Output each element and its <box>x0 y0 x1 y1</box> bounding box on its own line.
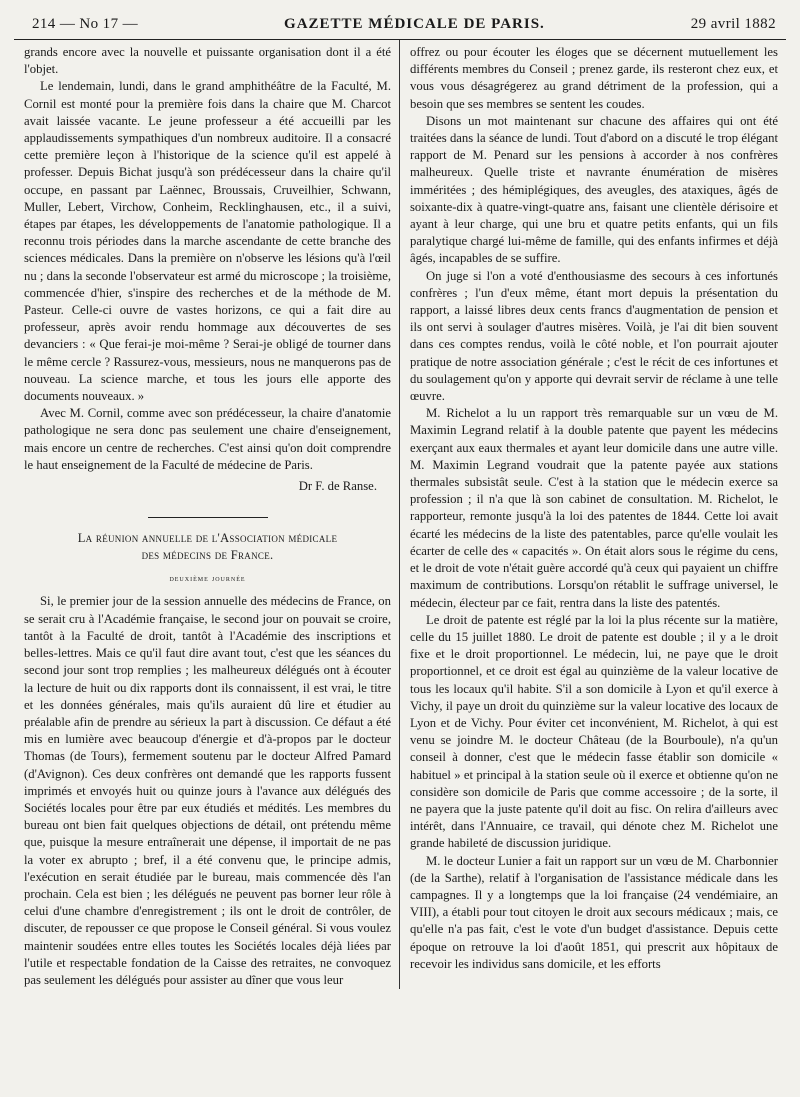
section-divider <box>148 517 268 518</box>
paragraph: Avec M. Cornil, comme avec son prédécesseur, la chaire d'anatomie pathologique ne sera donc pas seulement une chaire d'enseignement, mais encore un centre de recherches. C'est ainsi qu'on doit comprendre le haut enseignement de la Faculté de médecine de Paris. <box>24 406 391 472</box>
author-signature: Dr F. de Ranse. <box>298 479 377 494</box>
section-heading <box>24 530 391 564</box>
paragraph: M. Richelot a lu un rapport très remarquable sur un vœu de M. Maximin Legrand relatif à la double patente que payent les médecins exerçant aux eaux thermales et ayant leur domicile dans une autre ville. M. Maximin Legrand voudrait que la patente payée aux stations thermales subsistât seule. C'est à la station que le médecin exerce sa profession ; il n'a que là son cabinet de consultation. M. Richelot, le rapporteur, remonte jusqu'à la loi des patentes de 1844. Cette loi avait écarté les médecins de la liste des patentables, parce qu'elle voulait les écarter de celle des « capacités ». On était alors sous le régime du cens, et le droit de vote n'était guère accordé qu'à ceux qui payaient un chiffre maximum de contributions. Lorsqu'on rétablit le suffrage universel, le médecin, électeur par ce fait, rentra dans la liste des patentés. <box>410 406 778 610</box>
paragraph: Le lendemain, lundi, dans le grand amphithéâtre de la Faculté, M. Cornil est monté pour la première fois dans la chaire que M. Charcot avait laissée vacante. Le jeune professeur a été accueilli par les applaudissements sympathiques d'un nombreux auditoire. Il a consacré cette première leçon à l'historique de la science qu'il est appelé à professer. Depuis Bichat jusqu'à son prédécesseur dans la chaire qu'il occupe, en passant par Laënnec, Broussais, Cruveilhier, Schwann, Muller, Lebert, Virchow, Conheim, Recklinghausen, etc., il a suivi, étapes par étapes, les développements de l'anatomie pathologique. Il a reconnu trois périodes dans la marche ascendante de cette branche des sciences médicales. Dans la première on n'observe les lésions qu'à l'œil nu ; dans la seconde l'observateur est armé du microscope ; la troisième, commencée d'hier, s'inspire des recherches et de la méthode de M. Pasteur. Celle-ci ouvre de vastes horizons, ce qui a fait dire au professeur, après avoir rendu hommage aux découvertes de ses devanciers : « Que ferai-je moi-même ? Serai-je obligé de tourner dans le même cercle ? Rassurez-vous, messieurs, nous ne manquerons pas de nouveau. La science marche, et tous les jours elle apporte des documents nouveaux. » <box>24 79 391 404</box>
paragraph: On juge si l'on a voté d'enthousiasme des secours à ces infortunés confrères ; l'un d'eux même, étant mort depuis la présentation du rapport, a laissé libres deux cents francs d'augmentation de pension et ils ont servi à soulager d'autres misères. Voilà, je l'ai dit bien souvent dans ces comptes rendus, voilà le côté noble, et l'on pourrait ajouter pratique de notre association générale ; c'est le récit de ces infortunes et du soulagement qu'on y apporte qui devrait servir de réclame à une telle œuvre. <box>410 268 778 404</box>
left-column <box>14 40 400 989</box>
paragraph: Le droit de patente est réglé par la loi la plus récente sur la matière, celle du 15 juillet 1880. Le droit de patente est double ; il y a le droit fixe et le droit proportionnel. Le médecin, lui, ne paye que le droit proportionnel, et ce droit est égal au quinzième de la valeur locative de tous les locaux qu'il habite. S'il a son domicile à Lyon et qu'il exerce à Vichy, il paye un droit du quinzième sur la valeur locative des locaux de Lyon et de Vichy. Pour éviter cet inconvénient, M. Richelot, à qui est venu se joindre M. le docteur Château (de la Bourboule), n'a qu'un conseil à donner, c'est que le médecin fasse établir son domicile « habituel » et principal à la station seule où il exerce et obtienne qu'on ne considère son domicile de Paris que comme accessoire ; de la sorte, il ne payera que la juste patente qu'il doit au fisc. On relira d'ailleurs avec intérêt, dans l'Annuaire, ce travail, qui dénote chez M. Richelot une grande habileté de discussion juridique. <box>410 612 778 851</box>
paragraph: M. le docteur Lunier a fait un rapport sur un vœu de M. Charbonnier (de la Sarthe), relatif à l'organisation de l'assistance médicale dans les campagnes. Il y a longtemps que la loi française (24 vendémiaire, an VIII), a établi pour tout citoyen le droit aux secours médicaux ; mais, ce qu'elle n'a pas fait, c'est le vote d'un budget d'assistance. Depuis cette époque on retrouve la loi d'août 1851, qui prescrit aux hôpitaux de recevoir les individus sans domicile, et les efforts <box>410 853 778 971</box>
page-header <box>14 10 786 40</box>
page-number: 214 — No 17 — <box>32 16 139 32</box>
paragraph: offrez ou pour écouter les éloges que se décernent mutuellement les différents membres du Conseil ; prenez garde, ils resteront chez eux, et vous vous désagrégerez au grand détriment de la profession, qui a besoin que ses membres se sentent les coudes. <box>410 45 778 111</box>
section-heading-line-2: des médecins de France. <box>141 548 274 563</box>
right-column <box>400 40 786 989</box>
journal-title: GAZETTE MÉDICALE DE PARIS. <box>284 16 545 32</box>
paragraph: Si, le premier jour de la session annuelle des médecins de France, on se serait cru à l'Académie française, le second jour on pouvait se croire, tantôt à la Faculté de droit, tantôt à l'Académie des inscriptions et belles-lettres. Mais ce qu'il faut dire avant tout, c'est que les séances du second jour sont trop remplies ; les malheureux délégués ont à écouter la lecture de huit ou dix rapports dont ils connaissent, il est vrai, le titre et les données générales, mais qu'ils auraient dû lire et étudier au préalable afin de prendre au sérieux la part à discussion. Ce défaut a été mis en lumière avec beaucoup d'énergie et d'à-propos par le docteur Thomas (de Tours), fermement soutenu par le docteur Alfred Pamard (d'Avignon). Ces deux confrères ont demandé que les rapports fussent imprimés et envoyés huit ou quinze jours à l'avance aux délégués des Sociétés locales pour être par eux étudiés et médités. Les membres du bureau ont bien fait quelques objections de détail, ont prétendu même que, puisque la mesure entraînerait une dépense, il importait de ne pas la voter ex abrupto ; bref, il a été convenu que, le principe admis, l'exécution en serait étudiée par le bureau, mais commencée dès l'an prochain. Cela est bien ; les délégués ne peuvent pas borner leur rôle à celui d'une chambre d'enregistrement ; ils ont le droit de contrôler, de discuter, de repousser ce que propose le Conseil général. Si vous voulez maintenir soudées entre elles toutes les Sociétés locales déjà liées par l'utile et respectable fondation de la Caisse des retraites, ne convoquez pas seulement les délégués pour assister au dîner que vous leur <box>24 594 391 987</box>
section-subheading: deuxième journée <box>169 573 246 584</box>
issue-date: 29 avril 1882 <box>690 16 776 32</box>
article-columns <box>14 40 786 989</box>
paragraph: grands encore avec la nouvelle et puissante organisation dont il a été l'objet. <box>24 45 391 77</box>
paragraph: Disons un mot maintenant sur chacune des affaires qui ont été traitées dans la séance de lundi. Tout d'abord on a discuté le trop élégant rapport de M. Penard sur les pensions à accorder à nos confrères malheureux. Quelle triste et navrante énumération de misères imméritées ; des hémiplégiques, des aveugles, des ataxiques, âgés de soixante-dix à quatre-vingt-quatre ans, faisant une clientèle dérisoire et ayant à leur charge, qui une bru et quatre petits enfants, qui un fils paralytique chargé lui-même de famille, qui des enfants infirmes et déjà âgés, incapables de se suffire. <box>410 113 778 266</box>
section-heading-line-1: La réunion annuelle de l'Association médicale <box>77 531 338 546</box>
